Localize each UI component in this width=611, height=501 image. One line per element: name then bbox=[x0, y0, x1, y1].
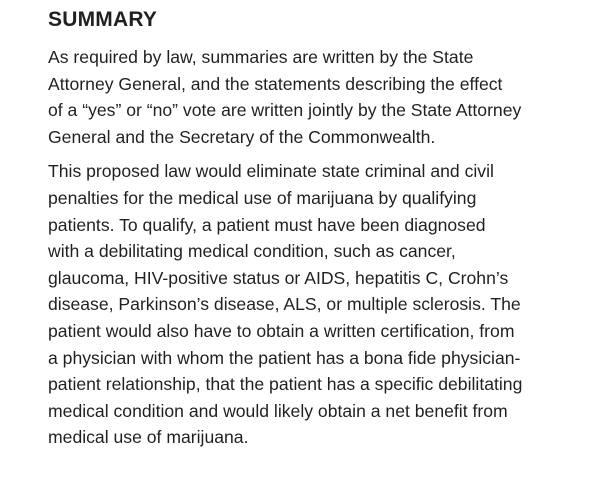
paragraph-line: Attorney General, and the statements describing the effect bbox=[48, 73, 503, 94]
paragraph-line: a physician with whom the patient has a bona fide physician- bbox=[48, 347, 521, 368]
paragraph-line: medical use of marijuana. bbox=[48, 427, 249, 448]
paragraph-line: This proposed law would eliminate state criminal and civil bbox=[48, 161, 494, 182]
paragraph-line: patient would also have to obtain a written certification, from bbox=[48, 320, 515, 341]
paragraph-line: As required by law, summaries are written by the State bbox=[48, 47, 474, 67]
intro-paragraph bbox=[48, 44, 608, 150]
summary-section bbox=[48, 6, 608, 451]
paragraph-line: penalties for the medical use of marijuana by qualifying bbox=[48, 187, 477, 208]
paragraph-line: medical condition and would likely obtain a net benefit from bbox=[48, 400, 508, 421]
paragraph-line: glaucoma, HIV-positive status or AIDS, hepatitis C, Crohn’s bbox=[48, 267, 509, 288]
paragraph-line: General and the Secretary of the Commonwealth. bbox=[48, 126, 436, 147]
paragraph-line: patient relationship, that the patient has a specific debilitating bbox=[48, 374, 523, 395]
law-description-paragraph bbox=[48, 158, 608, 451]
paragraph-line: of a “yes” or “no” vote are written jointly by the State Attorney bbox=[48, 100, 522, 121]
section-heading: SUMMARY bbox=[48, 8, 158, 31]
paragraph-line: disease, Parkinson’s disease, ALS, or multiple sclerosis. The bbox=[48, 294, 521, 315]
paragraph-line: with a debilitating medical condition, such as cancer, bbox=[48, 241, 456, 262]
paragraph-line: patients. To qualify, a patient must have been diagnosed bbox=[48, 214, 486, 235]
